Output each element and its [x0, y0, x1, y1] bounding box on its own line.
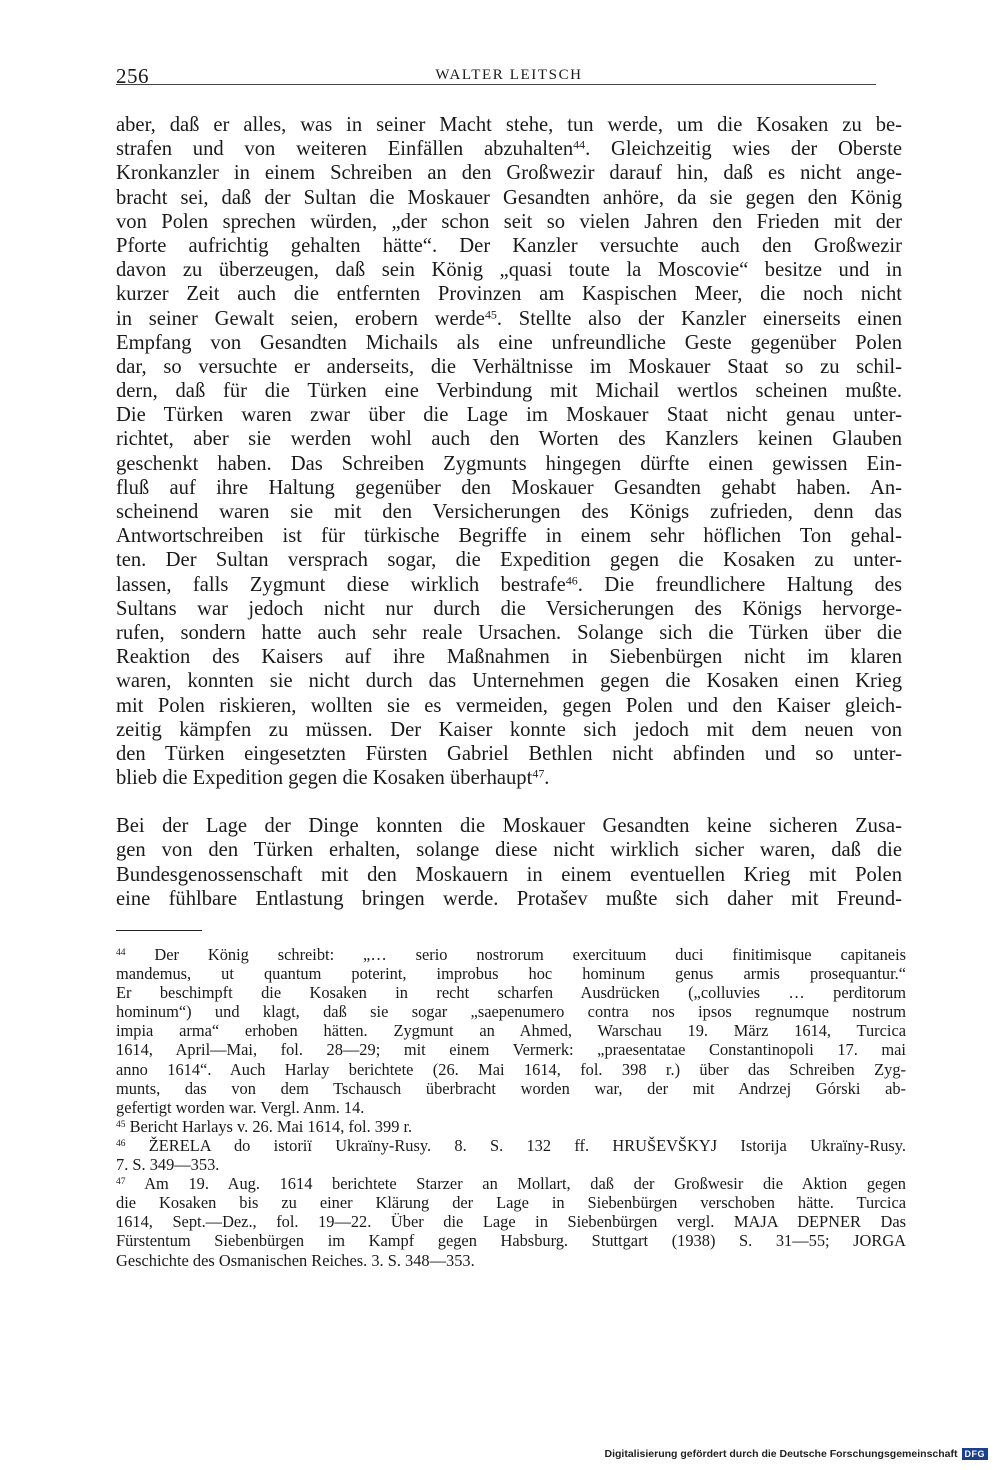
text-line: bracht sei, daß der Sultan die Moskauer Gesandten anhöre, da sie gegen den König: [116, 186, 902, 209]
text-line: scheinend waren sie mit den Versicherungen des Königs zufrieden, denn das: [116, 501, 902, 523]
footnote-line: gefertigt worden war. Vergl. Anm. 14.: [116, 1097, 365, 1117]
text-line: Sultans war jedoch nicht nur durch die Versicherungen des Königs hervorge-: [116, 597, 902, 620]
text-line: kurzer Zeit auch die entfernten Provinzen am Kaspischen Meer, die noch nicht: [116, 283, 902, 306]
text-line: zeitig kämpfen zu müssen. Der Kaiser konnte sich jedoch mit dem neuen von: [116, 718, 902, 741]
footnote-line: hominum“) und klagt, daß sie sogar „saepenumero contra nos ipsos regnumque nostrum: [116, 1002, 906, 1022]
text-line: aber, daß er alles, was in seiner Macht stehe, tun werde, um die Kosaken zu be-: [116, 114, 902, 136]
text-line: gen von den Türken erhalten, solange diese nicht wirklich sicher waren, daß die: [116, 839, 902, 862]
digitization-credit: [605, 1447, 988, 1461]
footnote-ref-44: 44: [573, 137, 586, 152]
footnotes: [116, 945, 906, 1270]
footnote-line: 7. S. 349—353.: [116, 1155, 220, 1175]
text-line: Empfang von Gesandten Michails als eine unfreundliche Geste gegenüber Polen: [116, 331, 902, 354]
dfg-logo-icon: DFG: [962, 1448, 989, 1460]
footnote-line: 1614, April—Mai, fol. 28—29; mit einem Vermerk: „praesentatae Constantinopoli 17. mai: [116, 1040, 906, 1060]
text-line: strafen und von weiteren Einfällen abzuhalten$^{44}$. Gleichzeitig wies der Oberste: [116, 137, 902, 161]
footnote-line: mandemus, ut quantum poterint, improbus hoc hominum genus armis prosequantur.“: [116, 964, 906, 984]
footnote-46: $^{46}$ ŽERELA do istoriï Ukraïny-Rusy. 8. S. 132 ff. HRUŠEVŠKYJ Istorija Ukraïny-Rusy.: [116, 1135, 906, 1155]
text-line: ten. Der Sultan versprach sogar, die Expedition gegen die Kosaken zu unter-: [116, 549, 902, 572]
text-line: richtet, aber sie werden wohl auch den Worten des Kanzlers keinen Glauben: [116, 428, 902, 451]
text-line: Pforte aufrichtig gehalten hätte“. Der Kanzler versuchte auch den Großwezir: [116, 234, 902, 257]
text-line: fluß auf ihre Haltung gegenüber den Moskauer Gesandten gehabt haben. An-: [116, 476, 902, 499]
text-line: waren, konnten sie nicht durch das Unternehmen gegen die Kosaken einen Krieg: [116, 670, 902, 693]
footnote-44: $^{44}$ Der König schreibt: „… serio nostrorum exercituum duci finitimisque capitaneis: [116, 945, 906, 964]
text-line: Kronkanzler in einem Schreiben an den Großwezir darauf hin, daß es nicht ange-: [116, 162, 902, 185]
footnote-45: $^{45}$ Bericht Harlays v. 26. Mai 1614, fol. 399 r.: [116, 1116, 413, 1136]
footnote-line: Fürstentum Siebenbürgen im Kampf gegen Habsburg. Stuttgart (1938) S. 31—55; JORGA: [116, 1231, 906, 1251]
text-line: den Türken eingesetzten Fürsten Gabriel Bethlen nicht abfinden und so unter-: [116, 742, 902, 765]
footnote-ref-45: 45: [484, 306, 497, 321]
paragraph-gap: [116, 790, 902, 814]
text-line: geschenkt haben. Das Schreiben Zygmunts hingegen dürfte einen gewissen Ein-: [116, 452, 902, 475]
footnote-line: munts, das von dem Tschausch überbracht worden war, der mit Andrzej Górski ab-: [116, 1078, 906, 1098]
header-rule: [116, 84, 876, 85]
footnote-line: 1614, Sept.—Dez., fol. 19—22. Über die Lage in Siebenbürgen vergl. MAJA DEPNER Das: [116, 1212, 906, 1232]
text-line: Reaktion des Kaisers auf ihre Maßnahmen in Siebenbürgen nicht im klaren: [116, 646, 902, 669]
footnote-ref-46: 46: [565, 573, 578, 587]
text-line: davon zu überzeugen, daß sein König „quasi toute la Moscovie“ besitze und in: [116, 259, 902, 282]
footnote-separator: [116, 930, 202, 931]
footnote-47: $^{47}$ Am 19. Aug. 1614 berichtete Starzer an Mollart, daß der Großwesir die Aktion gegen: [116, 1174, 906, 1194]
text-line: blieb die Expedition gegen die Kosaken überhaupt$^{47}$.: [116, 766, 550, 790]
text-line: eine fühlbare Entlastung bringen werde. Protašev mußte sich daher mit Freund-: [116, 887, 902, 910]
footnote-line: die Kosaken bis zu einer Klärung der Lage in Siebenbürgen verschoben hätte. Turcica: [116, 1193, 906, 1213]
footnote-line: impia arma“ erhoben hätten. Zygmunt an Ahmed, Warschau 19. März 1614, Turcica: [116, 1021, 906, 1041]
footnote-ref-47: 47: [532, 766, 545, 781]
text-line: lassen, falls Zygmunt diese wirklich bestrafe$^{46}$. Die freundlichere Haltung des: [116, 573, 902, 596]
text-line: Die Türken waren zwar über die Lage im Moskauer Staat nicht genau unter-: [116, 404, 902, 427]
text-line: rufen, sondern hatte auch sehr reale Ursachen. Solange sich die Türken über die: [116, 621, 902, 644]
footnote-line: anno 1614“. Auch Harlay berichtete (26. Mai 1614, fol. 398 r.) über das Schreiben Zyg-: [116, 1059, 906, 1079]
text-line: Antwortschreiben ist für türkische Begriffe in einem sehr höflichen Ton gehal-: [116, 525, 902, 548]
text-line: von Polen sprechen würden, „der schon seit so vielen Jahren den Frieden mit der: [116, 210, 902, 233]
page-header: [116, 60, 902, 90]
text-line: in seiner Gewalt seien, erobern werde$^{45}$. Stellte also der Kanzler einerseits einen: [116, 306, 902, 330]
text-line: dern, daß für die Türken eine Verbindung mit Michail wertlos scheinen mußte.: [116, 380, 902, 403]
footnote-line: Er beschimpft die Kosaken in recht scharfen Ausdrücken („colluvies … perditorum: [116, 983, 906, 1003]
text-line: Bei der Lage der Dinge konnten die Moskauer Gesandten keine sicheren Zusa-: [116, 815, 902, 838]
text-line: dar, so versuchte er anderseits, die Verhältnisse im Moskauer Staat so zu schil-: [116, 355, 902, 378]
footnote-line: Geschichte des Osmanischen Reiches. 3. S. 348—353.: [116, 1250, 475, 1270]
text-line: Bundesgenossenschaft mit den Moskauern in einem eventuellen Krieg mit Polen: [116, 863, 902, 886]
main-text: [116, 113, 902, 911]
credit-text: Digitalisierung gefördert durch die Deutsche Forschungsgemeinschaft: [604, 1448, 958, 1460]
text-line: mit Polen riskieren, wollten sie es vermeiden, gegen Polen und den Kaiser gleich-: [116, 694, 902, 717]
page-number: 256: [116, 64, 149, 88]
running-head: WALTER LEITSCH: [435, 67, 583, 83]
